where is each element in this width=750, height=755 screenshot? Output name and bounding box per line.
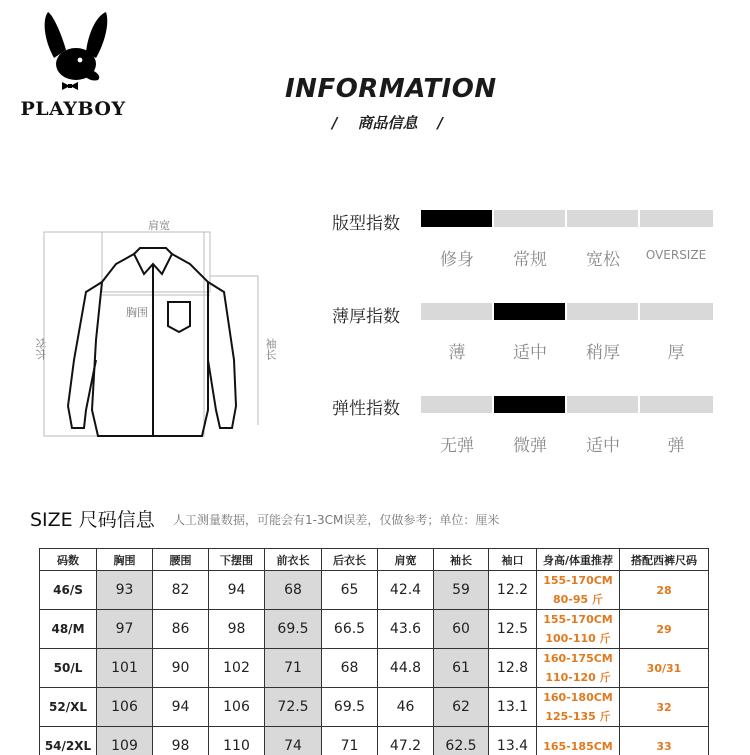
table-cell-pants: 33 xyxy=(620,727,709,755)
bar-segment xyxy=(567,303,638,320)
brand-name: PLAYBOY xyxy=(20,98,126,120)
table-cell-waist: 82 xyxy=(153,571,209,610)
divider-right: / xyxy=(437,114,443,132)
column-header: 下摆围 xyxy=(209,549,265,571)
table-cell-cuff: 13.4 xyxy=(489,727,537,755)
option-label: 适中 xyxy=(586,436,620,456)
column-header: 袖口 xyxy=(489,549,537,571)
bar-segment xyxy=(640,210,713,227)
column-header: 身高/体重推荐 xyxy=(537,549,620,571)
table-cell-front: 71 xyxy=(265,649,322,688)
table-cell-shoulder: 42.4 xyxy=(378,571,434,610)
table-cell-hem: 98 xyxy=(209,610,265,649)
option-label: 厚 xyxy=(667,343,685,363)
option-label: 微弹 xyxy=(513,436,547,456)
table-cell-sleeve: 62 xyxy=(434,688,489,727)
option-label: 适中 xyxy=(513,343,547,363)
size-section-note: 人工测量数据，可能会有1-3CM误差，仅做参考；单位：厘米 xyxy=(173,513,500,527)
table-cell-sleeve: 62.5 xyxy=(434,727,489,755)
recommend-height: 155-170CM xyxy=(543,613,613,626)
length-label: 长衣 xyxy=(35,338,48,360)
page-subtitle xyxy=(312,112,463,133)
recommend-weight: 125-135 斤 xyxy=(545,710,611,723)
index-bar xyxy=(421,210,713,227)
table-cell-front: 69.5 xyxy=(265,610,322,649)
option-label: 薄 xyxy=(448,343,466,363)
size-table xyxy=(39,548,709,755)
table-row xyxy=(40,610,709,649)
table-cell-recommendation xyxy=(537,610,620,649)
bar-segment xyxy=(421,396,492,413)
table-cell-chest: 106 xyxy=(97,688,153,727)
bar-segment xyxy=(567,396,638,413)
table-cell-back: 66.5 xyxy=(322,610,378,649)
bar-segment xyxy=(494,210,565,227)
index-bar xyxy=(421,396,713,413)
bunny-logo-icon xyxy=(40,10,110,92)
table-cell-shoulder: 46 xyxy=(378,688,434,727)
bar-segment xyxy=(421,303,492,320)
table-cell-waist: 86 xyxy=(153,610,209,649)
brand-logo xyxy=(18,10,128,120)
table-cell-recommendation xyxy=(537,727,620,755)
table-row xyxy=(40,688,709,727)
table-cell-chest: 109 xyxy=(97,727,153,755)
recommend-weight: 80-95 斤 xyxy=(552,593,603,606)
table-cell-cuff: 13.1 xyxy=(489,688,537,727)
bar-segment xyxy=(640,396,713,413)
table-cell-sleeve: 60 xyxy=(434,610,489,649)
column-header: 搭配西裤尺码 xyxy=(620,549,709,571)
index-bar xyxy=(421,303,713,320)
column-header: 前衣长 xyxy=(265,549,322,571)
table-cell-pants: 32 xyxy=(620,688,709,727)
column-header: 码数 xyxy=(40,549,97,571)
table-cell-back: 71 xyxy=(322,727,378,755)
recommend-height: 155-170CM xyxy=(543,574,613,587)
table-cell-hem: 94 xyxy=(209,571,265,610)
table-cell-front: 74 xyxy=(265,727,322,755)
table-cell-recommendation xyxy=(537,571,620,610)
table-cell-cuff: 12.5 xyxy=(489,610,537,649)
table-cell-recommendation xyxy=(537,649,620,688)
bar-segment xyxy=(494,396,565,413)
table-cell-waist: 98 xyxy=(153,727,209,755)
table-cell-shoulder: 43.6 xyxy=(378,610,434,649)
option-label: 稍厚 xyxy=(586,343,620,363)
table-cell-shoulder: 44.8 xyxy=(378,649,434,688)
bar-segment xyxy=(567,210,638,227)
option-label: 修身 xyxy=(440,250,474,270)
chest-label: 胸围 xyxy=(126,306,148,319)
table-cell-hem: 110 xyxy=(209,727,265,755)
table-cell-cuff: 12.2 xyxy=(489,571,537,610)
recommend-weight: 100-110 斤 xyxy=(545,632,611,645)
option-label: 宽松 xyxy=(586,250,620,270)
table-cell-waist: 90 xyxy=(153,649,209,688)
table-cell-hem: 102 xyxy=(209,649,265,688)
sleeve-label: 袖长 xyxy=(264,338,277,360)
recommend-height: 165-185CM xyxy=(543,739,613,753)
table-cell-hem: 106 xyxy=(209,688,265,727)
table-cell-size: 52/XL xyxy=(40,688,97,727)
table-cell-back: 69.5 xyxy=(322,688,378,727)
table-row xyxy=(40,571,709,610)
table-cell-shoulder: 47.2 xyxy=(378,727,434,755)
column-header: 袖长 xyxy=(434,549,489,571)
column-header: 腰围 xyxy=(153,549,209,571)
option-label: 常规 xyxy=(513,250,547,270)
recommend-height: 160-180CM xyxy=(543,691,613,704)
table-cell-front: 68 xyxy=(265,571,322,610)
table-cell-chest: 97 xyxy=(97,610,153,649)
table-cell-back: 65 xyxy=(322,571,378,610)
option-label: OVERSIZE xyxy=(645,248,707,262)
index-title: 弹性指数 xyxy=(332,399,400,419)
column-header: 胸围 xyxy=(97,549,153,571)
option-label: 弹 xyxy=(667,436,685,456)
table-cell-size: 50/L xyxy=(40,649,97,688)
bar-segment xyxy=(494,303,565,320)
table-row xyxy=(40,649,709,688)
table-cell-pants: 29 xyxy=(620,610,709,649)
index-title: 薄厚指数 xyxy=(332,307,400,327)
shirt-diagram xyxy=(30,210,290,454)
table-row xyxy=(40,727,709,755)
shirt-outline-icon xyxy=(30,210,290,450)
column-header: 肩宽 xyxy=(378,549,434,571)
table-cell-waist: 94 xyxy=(153,688,209,727)
column-header: 后衣长 xyxy=(322,549,378,571)
table-cell-front: 72.5 xyxy=(265,688,322,727)
table-cell-pants: 30/31 xyxy=(620,649,709,688)
bar-segment xyxy=(640,303,713,320)
table-cell-back: 68 xyxy=(322,649,378,688)
table-cell-size: 46/S xyxy=(40,571,97,610)
page-title: INFORMATION xyxy=(285,74,497,104)
table-cell-recommendation xyxy=(537,688,620,727)
table-cell-sleeve: 61 xyxy=(434,649,489,688)
bar-segment xyxy=(421,210,492,227)
index-title: 版型指数 xyxy=(332,214,400,234)
table-header-row xyxy=(40,549,709,571)
shoulder-label: 肩宽 xyxy=(148,219,170,232)
option-label: 无弹 xyxy=(440,436,474,456)
divider-left: / xyxy=(332,114,338,132)
table-cell-sleeve: 59 xyxy=(434,571,489,610)
table-cell-cuff: 12.8 xyxy=(489,649,537,688)
table-cell-chest: 93 xyxy=(97,571,153,610)
table-cell-chest: 101 xyxy=(97,649,153,688)
recommend-weight: 110-120 斤 xyxy=(545,671,611,684)
recommend-height: 160-175CM xyxy=(543,652,613,665)
size-section-title: SIZE 尺码信息 xyxy=(30,509,155,531)
table-cell-pants: 28 xyxy=(620,571,709,610)
subtitle-text: 商品信息 xyxy=(357,114,418,132)
table-cell-size: 48/M xyxy=(40,610,97,649)
table-cell-size: 54/2XL xyxy=(40,727,97,755)
